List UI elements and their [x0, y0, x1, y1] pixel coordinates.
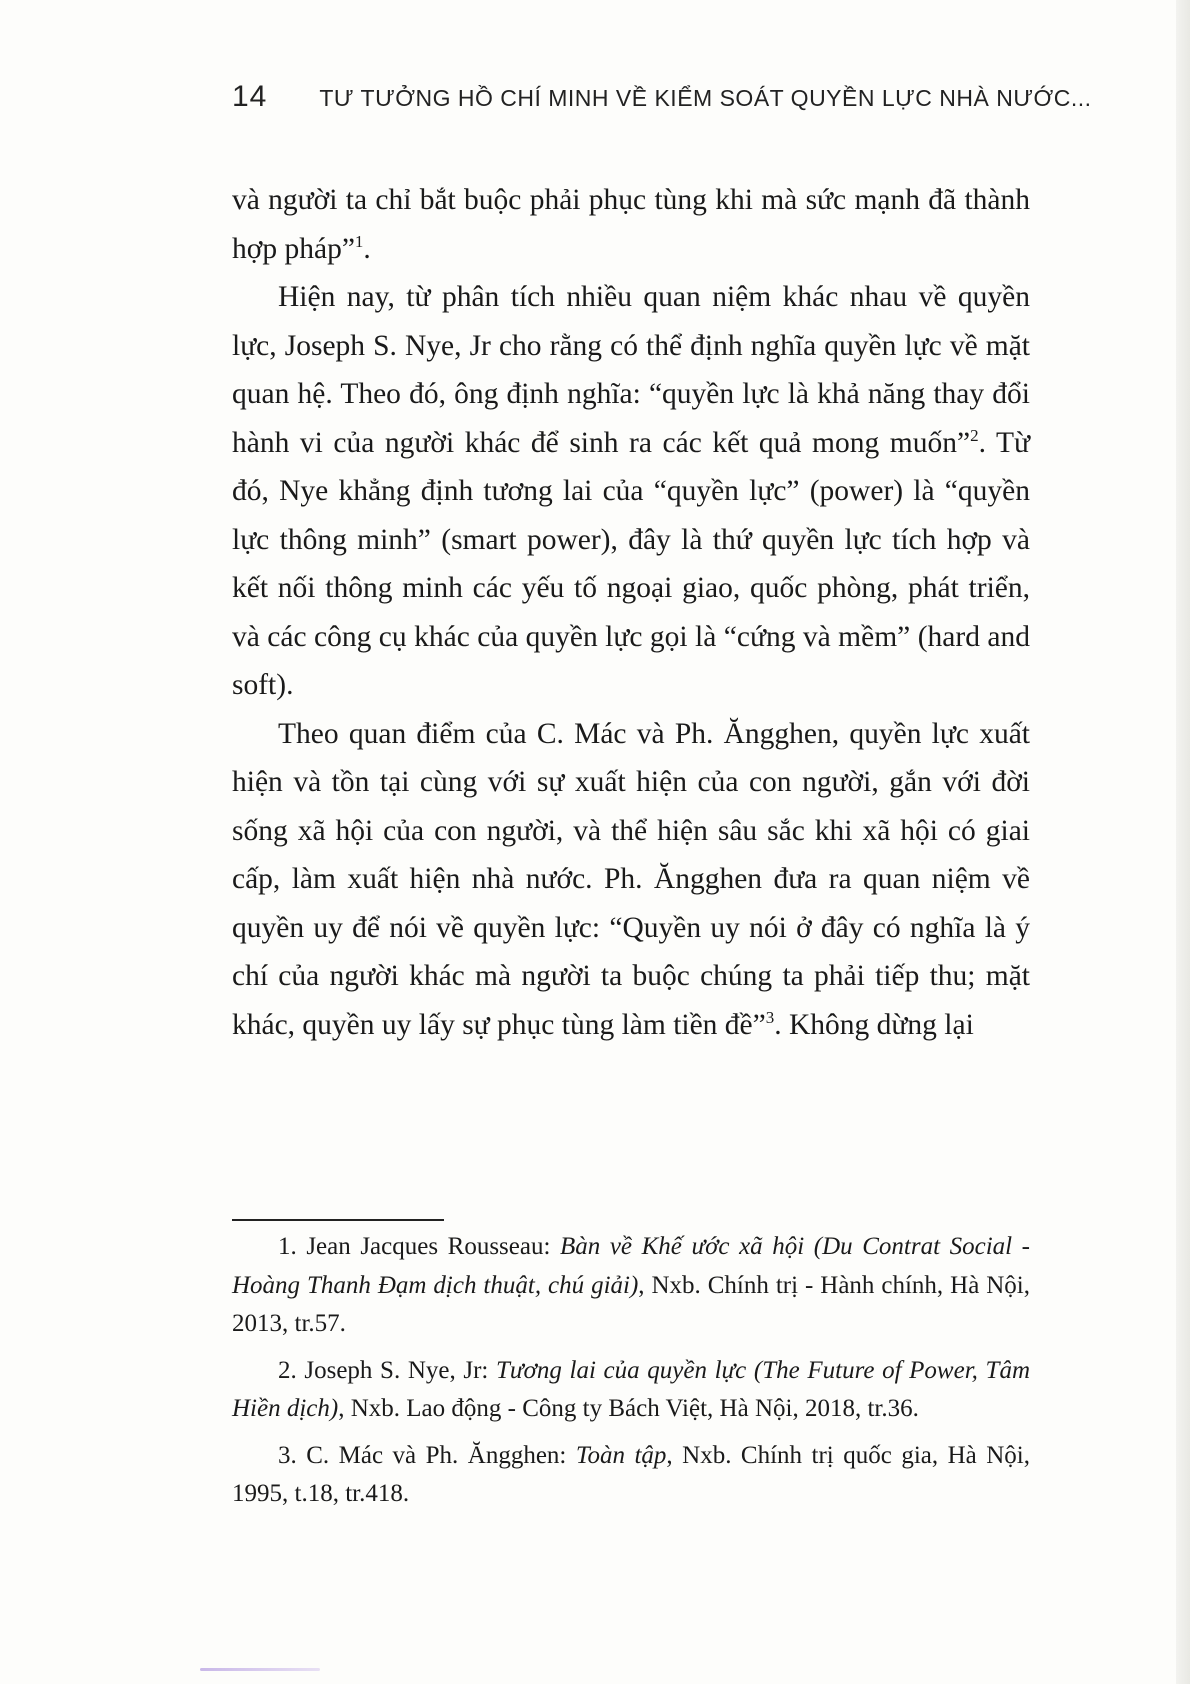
footnote-2-suffix: , Nxb. Lao động - Công ty Bách Việt, Hà Nội, 2018, tr.36. [338, 1395, 919, 1422]
footnote-ref-3[interactable]: 3 [765, 1007, 775, 1027]
page-edge-shadow [1176, 0, 1190, 1684]
footnote-ref-2[interactable]: 2 [970, 425, 979, 445]
footnote-2-title: Tương lai của quyền lực (The Future of Power, Tâm Hiền dịch) [232, 1356, 1031, 1422]
footnote-separator [232, 1219, 444, 1221]
paragraph-1-text: và người ta chỉ bắt buộc phải phục tùng khi mà sức mạnh đã thành hợp pháp” [232, 184, 1030, 265]
footnote-2-prefix: 2. Joseph S. Nye, Jr: [278, 1356, 497, 1384]
footnotes [232, 1228, 1030, 1522]
paragraph-2 [232, 273, 1030, 710]
footnote-3 [232, 1437, 1030, 1514]
footnote-1 [232, 1228, 1030, 1344]
footnote-1-prefix: 1. Jean Jacques Rousseau: [278, 1233, 560, 1260]
paragraph-3-text-b: . Không dừng lại [774, 1008, 974, 1041]
body-text [232, 176, 1030, 1049]
footnote-1-title: Bàn về Khế ước xã hội (Du Contrat Social - Hoàng Thanh Đạm dịch thuật, chú giải) [232, 1233, 1030, 1299]
running-title: TƯ TƯỞNG HỒ CHÍ MINH VỀ KIỂM SOÁT QUYỀN LỰC NHÀ NƯỚC... [319, 85, 1092, 111]
paragraph-3 [232, 710, 1030, 1050]
footnote-3-title: Toàn tập [575, 1441, 667, 1469]
page-number: 14 [232, 80, 268, 113]
paragraph-1-end: . [363, 232, 371, 265]
paragraph-3-text-a: Theo quan điểm của C. Mác và Ph. Ăngghen, quyền lực xuất hiện và tồn tại cùng với sự xuất hiện của con người, gắn với đời sống xã hội của con người, và thể hiện sâu sắc khi xã hội có giai cấp, làm xuất hiện nhà nước. Ph. Ăngghen đưa ra quan niệm về quyền uy để nói về quyền lực: “Quyền uy nói ở đây có nghĩa là ý chí của người khác mà người ta buộc chúng ta phải tiếp thu; mặt khác, quyền uy lấy sự phục tùng làm tiền đề” [232, 717, 1030, 1041]
paragraph-2-text-b: . Từ đó, Nye khẳng định tương lai của “quyền lực” (power) là “quyền lực thông minh” (smart power), đây là thứ quyền lực tích hợp và kết nối thông minh các yếu tố ngoại giao, quốc phòng, phát triển, và các công cụ khác của quyền lực gọi là “cứng và mềm” (hard and soft). [232, 426, 1030, 701]
footnote-1-suffix: , Nxb. Chính trị - Hành chính, Hà Nội, 2013, tr.57. [232, 1271, 1030, 1337]
scan-artifact-mark [200, 1668, 320, 1671]
running-header [232, 80, 1092, 120]
paragraph-1 [232, 176, 1030, 273]
footnote-3-suffix: , Nxb. Chính trị quốc gia, Hà Nội, 1995, t.18, tr.418. [232, 1441, 1030, 1507]
footnote-ref-1[interactable]: 1 [354, 231, 364, 251]
footnote-3-prefix: 3. C. Mác và Ph. Ăngghen: [278, 1441, 576, 1469]
paragraph-2-text-a: Hiện nay, từ phân tích nhiều quan niệm khác nhau về quyền lực, Joseph S. Nye, Jr cho rằng có thể định nghĩa quyền lực về mặt quan hệ. Theo đó, ông định nghĩa: “quyền lực là khả năng thay đổi hành vi của người khác để sinh ra các kết quả mong muốn” [232, 281, 1030, 459]
footnote-2 [232, 1352, 1030, 1429]
